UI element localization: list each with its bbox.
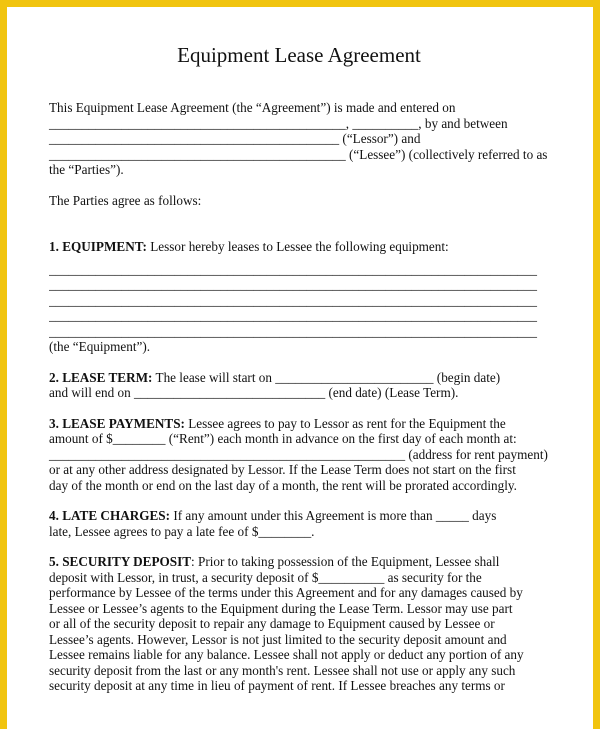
section-lease-payments-line: ______________________________________________________ (address for rent payment) <box>49 446 548 462</box>
agree-paragraph <box>49 193 549 209</box>
section-late-charges-heading: 4. LATE CHARGES: <box>49 508 171 523</box>
section-equipment-text: Lessor hereby leases to Lessee the following equipment: <box>146 239 449 254</box>
intro-line: _____________________________________________, __________, by and between <box>49 115 508 131</box>
equipment-closing: (the “Equipment”). <box>49 339 151 354</box>
section-late-charges-text: If any amount under this Agreement is more than _____ days <box>170 508 497 523</box>
section-security-deposit-line: security deposit at any time in lieu of payment of rent. If Lessee breaches any terms or <box>49 678 505 693</box>
section-lease-term-text: The lease will start on ________________________ (begin date) <box>152 369 501 385</box>
section-lease-payments-heading: 3. LEASE PAYMENTS: <box>49 415 185 431</box>
section-equipment <box>49 239 549 355</box>
agree-line: The Parties agree as follows: <box>49 192 202 208</box>
spacer <box>49 255 549 262</box>
section-security-deposit-line: performance by Lessee of the terms under this Agreement and for any damages caused by <box>49 585 523 600</box>
section-security-deposit-heading: 5. SECURITY DEPOSIT <box>49 554 192 569</box>
section-equipment-heading: 1. EQUIPMENT: <box>49 239 147 254</box>
section-security-deposit-line: deposit with Lessor, in trust, a security deposit of $__________ as security for the <box>49 569 482 585</box>
section-security-deposit-text: : Prior to taking possession of the Equipment, Lessee shall <box>191 554 500 569</box>
section-lease-payments-line: amount of $________ (“Rent”) each month in advance on the first day of each month at: <box>49 431 517 446</box>
intro-paragraph <box>49 100 549 178</box>
section-late-charges <box>49 508 549 539</box>
section-late-charges-first-line <box>49 508 549 524</box>
section-security-deposit-first-line <box>49 554 549 570</box>
section-lease-payments-first-line <box>49 416 549 432</box>
intro-line: the “Parties”). <box>49 162 124 177</box>
section-lease-payments-line: or at any other address designated by Lessor. If the Lease Term does not start on the first <box>49 462 516 477</box>
section-security-deposit-line: Lessee’s agents. However, Lessor is not just limited to the security deposit amount and <box>49 631 507 647</box>
section-security-deposit-line: security deposit from the last or any month's rent. Lessee shall not use or apply any such <box>49 662 516 678</box>
document-title: Equipment Lease Agreement <box>177 43 421 67</box>
equipment-blank-line: __________________________________________________________________________ <box>49 308 537 323</box>
section-lease-term-heading: 2. LEASE TERM: <box>49 369 153 385</box>
section-security-deposit-line: Lessee or Lessee’s agents to the Equipment during the Lease Term. Lessor may use part <box>49 600 513 616</box>
section-lease-payments-line: day of the month or end on the last day of a month, the rent will be prorated accordingly. <box>49 477 517 493</box>
equipment-blank-line: __________________________________________________________________________ <box>49 292 537 308</box>
section-late-charges-line: late, Lessee agrees to pay a late fee of $________. <box>49 523 315 539</box>
section-lease-payments-text: Lessee agrees to pay to Lessor as rent for the Equipment the <box>184 415 506 431</box>
section-security-deposit <box>49 554 549 694</box>
section-security-deposit-line: Lessee remains liable for any balance. Lessee shall not apply or deduct any portion of any <box>49 647 524 662</box>
intro-line: This Equipment Lease Agreement (the “Agreement”) is made and entered on <box>49 100 456 115</box>
equipment-blank-line: __________________________________________________________________________ <box>49 277 537 292</box>
equipment-blank-line: __________________________________________________________________________ <box>49 261 537 277</box>
section-lease-term <box>49 370 549 401</box>
equipment-blank-line: __________________________________________________________________________ <box>49 323 537 339</box>
section-lease-term-line: and will end on _____________________________ (end date) (Lease Term). <box>49 385 459 400</box>
intro-line: ____________________________________________ (“Lessor”) and <box>49 131 421 146</box>
intro-line: _____________________________________________ (“Lessee”) (collectively referred to as <box>49 146 548 162</box>
section-equipment-first-line <box>49 239 549 255</box>
section-lease-payments <box>49 416 549 494</box>
document-page <box>49 43 549 709</box>
section-lease-term-first-line <box>49 370 549 386</box>
section-security-deposit-line: or all of the security deposit to repair any damage to Equipment caused by Lessee or <box>49 616 495 631</box>
